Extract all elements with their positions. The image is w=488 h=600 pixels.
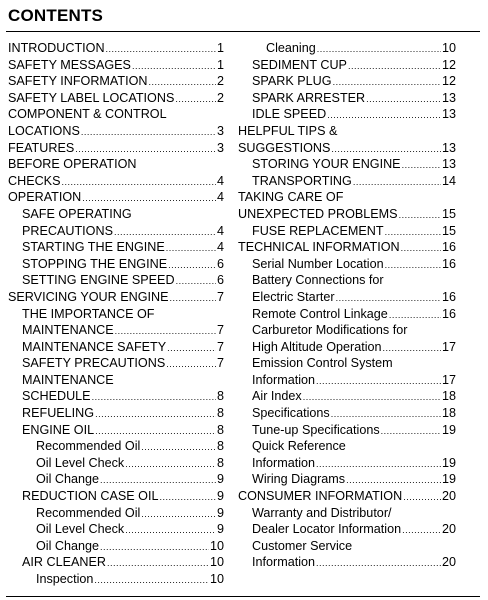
toc-page-number: 12: [441, 57, 456, 72]
toc-page-number: 15: [441, 206, 456, 221]
toc-page-number: 8: [216, 455, 224, 470]
dot-leader: [401, 240, 441, 256]
toc-entry[interactable]: [238, 206, 456, 223]
toc-entry-title: REDUCTION CASE OIL: [22, 489, 159, 504]
dot-leader: [316, 555, 441, 571]
toc-entry[interactable]: [22, 256, 224, 273]
toc-page-number: 3: [216, 123, 224, 138]
toc-entry-line[interactable]: THE IMPORTANCE OF: [22, 306, 155, 321]
toc-page-number: 7: [216, 356, 224, 371]
toc-entry-line[interactable]: Battery Connections for: [252, 273, 384, 288]
toc-entry[interactable]: [8, 123, 224, 140]
toc-entry[interactable]: [252, 106, 456, 123]
toc-entry[interactable]: [22, 239, 224, 256]
toc-entry[interactable]: [22, 322, 224, 339]
dot-leader: [132, 58, 216, 74]
toc-entry[interactable]: [252, 223, 456, 240]
toc-entry[interactable]: [22, 388, 224, 405]
dot-leader: [316, 456, 441, 472]
dot-leader: [381, 423, 441, 439]
toc-entry[interactable]: [252, 156, 456, 173]
dot-leader: [141, 439, 216, 455]
dot-leader: [316, 373, 441, 389]
toc-page-number: 6: [216, 256, 224, 271]
dot-leader: [125, 456, 216, 472]
toc-entry-title: Information: [252, 455, 315, 470]
toc-page-number: 20: [441, 555, 456, 570]
toc-page-number: 13: [441, 140, 456, 155]
toc-entry[interactable]: [8, 289, 224, 306]
dot-leader: [170, 290, 216, 306]
toc-page-number: 13: [441, 107, 456, 122]
dot-leader: [366, 91, 441, 107]
toc-page-number: 9: [216, 522, 224, 537]
dot-leader: [106, 41, 216, 57]
dot-leader: [333, 74, 441, 90]
dot-leader: [166, 240, 216, 256]
dot-leader: [95, 423, 216, 439]
toc-entry[interactable]: [252, 306, 456, 323]
toc-entry-title: TRANSPORTING: [252, 173, 352, 188]
bottom-rule: [6, 596, 480, 597]
toc-entry-line[interactable]: SAFE OPERATING: [22, 206, 132, 221]
toc-entry[interactable]: [36, 538, 224, 555]
toc-entry[interactable]: [22, 223, 224, 240]
toc-entry-line[interactable]: Quick Reference: [252, 439, 346, 454]
toc-page-number: 8: [216, 406, 224, 421]
toc-entry[interactable]: [8, 73, 224, 90]
toc-entry[interactable]: [22, 554, 224, 571]
toc-page-number: 10: [209, 555, 224, 570]
dot-leader: [168, 257, 216, 273]
toc-entry-title: MAINTENANCE: [22, 323, 114, 338]
toc-page-number: 14: [441, 173, 456, 188]
dot-leader: [114, 224, 216, 240]
toc-entry-title: UNEXPECTED PROBLEMS: [238, 206, 398, 221]
toc-entry-title: Oil Change: [36, 538, 100, 553]
toc-entry[interactable]: [252, 372, 456, 389]
dot-leader: [82, 190, 216, 206]
dot-leader: [385, 257, 441, 273]
toc-entry-title: Electric Starter: [252, 289, 335, 304]
toc-entry[interactable]: [252, 455, 456, 472]
top-rule: [6, 31, 480, 32]
toc-page-number: 13: [441, 157, 456, 172]
dot-leader: [81, 124, 216, 140]
toc-entry[interactable]: [252, 90, 456, 107]
toc-page-number: 16: [441, 306, 456, 321]
toc-entry-title: STORING YOUR ENGINE: [252, 157, 401, 172]
toc-page-number: 20: [441, 522, 456, 537]
toc-entry[interactable]: [8, 189, 224, 206]
toc-page-number: 16: [441, 256, 456, 271]
toc-entry[interactable]: [8, 140, 224, 157]
toc-entry-title: Cleaning: [266, 41, 316, 55]
toc-entry[interactable]: [22, 422, 224, 439]
toc-entry-title: Information: [252, 555, 315, 570]
toc-page-number: 10: [209, 572, 224, 586]
dot-leader: [327, 107, 441, 123]
toc-entry[interactable]: [36, 438, 224, 455]
toc-entry[interactable]: [252, 405, 456, 422]
toc-page-number: 20: [441, 489, 456, 504]
toc-entry-title: IDLE SPEED: [252, 107, 327, 122]
toc-page-number: 17: [441, 372, 456, 387]
toc-entry[interactable]: [36, 571, 224, 588]
dot-leader: [92, 389, 216, 405]
dot-leader: [389, 307, 441, 323]
toc-entry-line[interactable]: HELPFUL TIPS &: [238, 123, 338, 138]
toc-page-number: 9: [216, 489, 224, 504]
toc-entry-title: CHECKS: [8, 173, 61, 188]
toc-entry-title: Information: [252, 372, 315, 387]
dot-leader: [383, 340, 441, 356]
toc-entry-line[interactable]: COMPONENT & CONTROL: [8, 107, 167, 122]
dot-leader: [399, 207, 441, 223]
toc-entry-title: Oil Level Check: [36, 522, 125, 537]
dot-leader: [125, 522, 216, 538]
toc-entry-title: Remote Control Linkage: [252, 306, 388, 321]
toc-entry[interactable]: [238, 140, 456, 157]
toc-entry[interactable]: [8, 57, 224, 74]
dot-leader: [348, 58, 441, 74]
toc-page-number: 8: [216, 389, 224, 404]
toc-page-number: 10: [209, 538, 224, 553]
toc-page-number: 1: [216, 57, 224, 72]
toc-entry[interactable]: [266, 40, 456, 57]
toc-entry-title: SAFETY LABEL LOCATIONS: [8, 90, 175, 105]
toc-entry[interactable]: [252, 173, 456, 190]
toc-entry-title: Tune-up Specifications: [252, 422, 380, 437]
toc-entry-line[interactable]: Customer Service: [252, 538, 353, 553]
toc-entry-title: Dealer Locator Information: [252, 522, 402, 537]
toc-page-number: 15: [441, 223, 456, 238]
toc-entry-title: FEATURES: [8, 140, 75, 155]
toc-entry-title: SPARK ARRESTER: [252, 90, 366, 105]
dot-leader: [331, 406, 441, 422]
toc-entry-title: Recommended Oil: [36, 505, 141, 520]
toc-entry-title: Air Index: [252, 389, 302, 404]
dot-leader: [61, 174, 216, 190]
toc-page-number: 1: [216, 41, 224, 55]
toc-page-number: 10: [441, 41, 456, 55]
dot-leader: [317, 41, 441, 57]
toc-entry[interactable]: [252, 471, 456, 488]
toc-right-column: [238, 40, 456, 571]
toc-page-number: 12: [441, 74, 456, 89]
dot-leader: [159, 489, 216, 505]
toc-entry[interactable]: [252, 289, 456, 306]
toc-entry-line[interactable]: Emission Control System: [252, 356, 393, 371]
toc-page-number: 18: [441, 406, 456, 421]
toc-page-number: 16: [441, 289, 456, 304]
dot-leader: [107, 555, 209, 571]
toc-entry-title: SPARK PLUG: [252, 74, 332, 89]
dot-leader: [175, 91, 216, 107]
toc-entry[interactable]: [252, 521, 456, 538]
toc-entry-title: Serial Number Location: [252, 256, 384, 271]
dot-leader: [141, 506, 216, 522]
dot-leader: [346, 472, 441, 488]
toc-entry-title: SAFETY MESSAGES: [8, 57, 131, 72]
dot-leader: [115, 323, 216, 339]
toc-entry[interactable]: [238, 239, 456, 256]
toc-page-number: 7: [216, 323, 224, 338]
page-title: CONTENTS: [8, 6, 104, 25]
toc-entry-line[interactable]: MAINTENANCE: [22, 372, 114, 387]
toc-page-number: 17: [441, 339, 456, 354]
toc-entry-title: SUGGESTIONS: [238, 140, 331, 155]
toc-entry-title: TECHNICAL INFORMATION: [238, 240, 400, 255]
dot-leader: [166, 356, 216, 372]
dot-leader: [94, 572, 209, 588]
dot-leader: [176, 273, 216, 289]
toc-entry[interactable]: [22, 355, 224, 372]
toc-page-number: 18: [441, 389, 456, 404]
toc-entry-title: Specifications: [252, 406, 330, 421]
toc-page-number: 19: [441, 455, 456, 470]
dot-leader: [385, 224, 441, 240]
toc-entry[interactable]: [252, 422, 456, 439]
toc-entry-title: FUSE REPLACEMENT: [252, 223, 384, 238]
toc-entry-line[interactable]: Carburetor Modifications for: [252, 323, 408, 338]
toc-page-number: 2: [216, 74, 224, 89]
toc-entry[interactable]: [252, 339, 456, 356]
dot-leader: [148, 74, 216, 90]
dot-leader: [167, 340, 216, 356]
toc-page-number: 2: [216, 90, 224, 105]
toc-page-number: 7: [216, 289, 224, 304]
toc-page-number: 3: [216, 140, 224, 155]
toc-entry-title: Oil Change: [36, 472, 100, 487]
dot-leader: [336, 290, 441, 306]
toc-entry[interactable]: [22, 339, 224, 356]
toc-entry-title: CONSUMER INFORMATION: [238, 489, 403, 504]
toc-entry[interactable]: [8, 90, 224, 107]
toc-entry[interactable]: [36, 455, 224, 472]
dot-leader: [100, 539, 209, 555]
toc-entry-title: High Altitude Operation: [252, 339, 382, 354]
toc-page-number: 9: [216, 472, 224, 487]
toc-entry[interactable]: [22, 405, 224, 422]
toc-entry-title: SCHEDULE: [22, 389, 91, 404]
toc-entry[interactable]: [36, 521, 224, 538]
toc-entry[interactable]: [22, 488, 224, 505]
dot-leader: [402, 522, 441, 538]
dot-leader: [303, 389, 441, 405]
toc-entry[interactable]: [252, 73, 456, 90]
toc-entry-title: MAINTENANCE SAFETY: [22, 339, 167, 354]
toc-entry[interactable]: [8, 40, 224, 57]
toc-entry[interactable]: [36, 471, 224, 488]
toc-entry-title: STOPPING THE ENGINE: [22, 256, 168, 271]
dot-leader: [95, 406, 216, 422]
toc-entry-title: SEDIMENT CUP: [252, 57, 347, 72]
toc-page-number: 19: [441, 472, 456, 487]
toc-entry-line[interactable]: BEFORE OPERATION: [8, 157, 137, 172]
toc-page-number: 19: [441, 422, 456, 437]
toc-page-number: 9: [216, 505, 224, 520]
toc-entry-title: OPERATION: [8, 190, 82, 205]
toc-page-number: 7: [216, 339, 224, 354]
toc-page-number: 4: [216, 223, 224, 238]
toc-entry-title: SAFETY PRECAUTIONS: [22, 356, 166, 371]
dot-leader: [100, 472, 216, 488]
toc-page-number: 4: [216, 173, 224, 188]
toc-entry-title: Oil Level Check: [36, 455, 125, 470]
toc-entry-title: Recommended Oil: [36, 439, 141, 454]
toc-entry-title: PRECAUTIONS: [22, 223, 113, 238]
toc-entry[interactable]: [238, 488, 456, 505]
toc-page-number: 16: [441, 240, 456, 255]
toc-entry-title: Inspection: [36, 572, 94, 586]
toc-page-number: 8: [216, 422, 224, 437]
toc-entry-title: AIR CLEANER: [22, 555, 106, 570]
toc-entry-title: LOCATIONS: [8, 123, 80, 138]
toc-page-number: 8: [216, 439, 224, 454]
toc-entry[interactable]: [22, 272, 224, 289]
toc-entry-title: ENGINE OIL: [22, 422, 95, 437]
toc-page-number: 13: [441, 90, 456, 105]
dot-leader: [353, 174, 441, 190]
dot-leader: [75, 141, 216, 157]
toc-entry[interactable]: [8, 173, 224, 190]
toc-left-column: [8, 40, 224, 588]
toc-entry-title: SERVICING YOUR ENGINE: [8, 289, 169, 304]
toc-page-number: 6: [216, 273, 224, 288]
toc-entry[interactable]: [252, 256, 456, 273]
toc-entry-title: STARTING THE ENGINE: [22, 240, 165, 255]
toc-entry-title: Wiring Diagrams: [252, 472, 346, 487]
toc-entry-title: REFUELING: [22, 406, 95, 421]
toc-entry-line[interactable]: Warranty and Distributor/: [252, 505, 392, 520]
toc-entry-title: SAFETY INFORMATION: [8, 74, 148, 89]
dot-leader: [403, 489, 441, 505]
dot-leader: [331, 141, 441, 157]
toc-entry-title: SETTING ENGINE SPEED: [22, 273, 175, 288]
dot-leader: [402, 157, 441, 173]
toc-entry[interactable]: [252, 554, 456, 571]
toc-entry[interactable]: [36, 505, 224, 522]
toc-entry-line[interactable]: TAKING CARE OF: [238, 190, 344, 205]
toc-entry-title: INTRODUCTION: [8, 41, 105, 55]
toc-entry[interactable]: [252, 388, 456, 405]
toc-page-number: 4: [216, 190, 224, 205]
toc-page-number: 4: [216, 240, 224, 255]
toc-entry[interactable]: [252, 57, 456, 74]
